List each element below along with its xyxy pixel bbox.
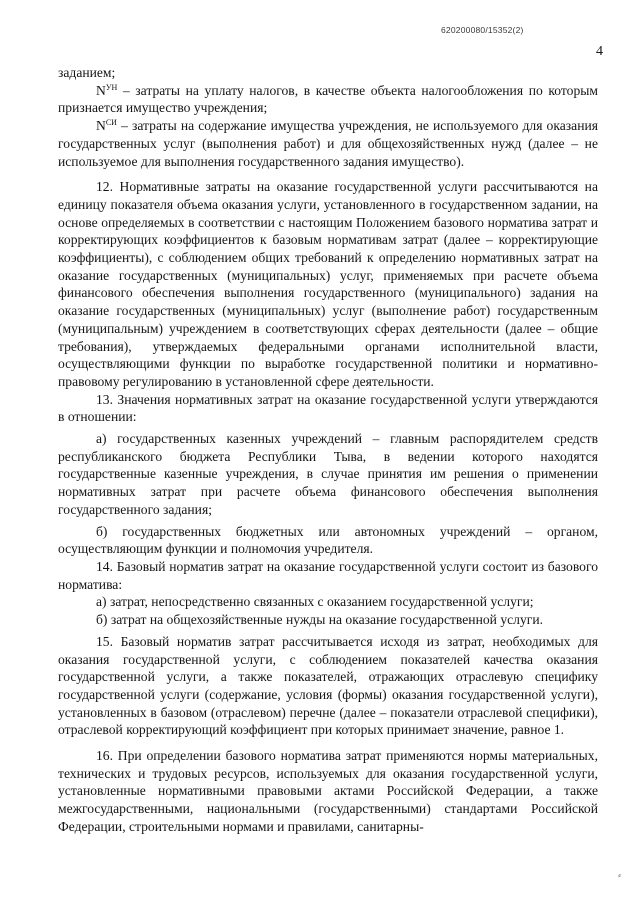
document-id: 620200080/15352(2) — [441, 25, 524, 35]
scan-mark-icon: ⸗ — [618, 870, 621, 880]
paragraph-13-b: б) государственных бюджетных или автономных учреждений – органом, осуществляющим функции и полномочия учредителя. — [58, 523, 598, 557]
paragraph-16: 16. При определении базового норматива затрат применяются нормы материальных, технических и трудовых ресурсов, используемых для оказания государственной услуги, установленные нормативными правовыми актами Российской Федерации, а также межгосударственными, национальными (государственными) стандартами Российской Федерации, строительными нормами и правилами, санитарны- — [58, 748, 598, 834]
paragraph-12: 12. Нормативные затраты на оказание государственной услуги рассчитываются на единицу показателя объема оказания услуги, установленного в государственном задании, на основе определяемых в соответствии с настоящим Положением базового норматива затрат и корректирующих коэффициентов к базовым нормативам затрат (далее – корректирующие коэффициенты), с соблюдением общих требований к определению нормативных затрат на оказание государственных (муниципальных) услуг, применяемых при расчете объема финансового обеспечения выполнения государственного (муниципального) задания на оказание государственных (муниципальных) услуг (выполнение работ) государственным (муниципальным) учреждением в соответствующих сферах деятельности (далее – общие требования), утверждаемых федеральными органами исполнительной власти, осуществляющими функции по выработке государственной политики и нормативно-правовому регулированию в установленной сфере деятельности. — [58, 179, 598, 389]
page-number: 4 — [596, 44, 603, 59]
term-symbol: N — [96, 82, 106, 98]
paragraph-14-a: а) затрат, непосредственно связанных с оказанием государственной услуги; — [96, 594, 534, 610]
formula-term-tax — [58, 82, 598, 117]
paragraph-continuation: заданием; — [58, 65, 116, 80]
paragraph-13: 13. Значения нормативных затрат на оказание государственной услуги утверждаются в отношении: — [58, 391, 598, 425]
paragraph-13-a: а) государственных казенных учреждений – главным распорядителем средств республиканского бюджета Республики Тыва, в ведении которого находятся государственные казенные учреждения, в случае принятия им решения о применении нормативных затрат при расчете объема финансового обеспечения выполнения государственного задания; — [58, 431, 598, 517]
paragraph-15: 15. Базовый норматив затрат рассчитывается исходя из затрат, необходимых для оказания государственной услуги, с соблюдением показателей качества оказания государственной услуги, а также показателей, отражающих отраслевую специфику государственной услуги (содержание, условия (формы) оказания государственной услуги), установленных в базовом (отраслевом) перечне (далее – показатели отраслевой специфики), отраслевой корректирующий коэффициент при которых принимает значение, равное 1. — [58, 633, 598, 738]
term-symbol: N — [96, 118, 106, 134]
formula-term-property — [58, 117, 598, 170]
term-superscript: УН — [105, 82, 118, 92]
term-description: – затраты на уплату налогов, в качестве объекта налогообложения по которым признается имущество учреждения; — [58, 82, 598, 116]
body-text — [58, 64, 598, 836]
paragraph-14: 14. Базовый норматив затрат на оказание государственной услуги состоит из базового норматива: — [58, 558, 598, 592]
term-description: – затраты на содержание имущества учреждения, не используемого для оказания государственных услуг (выполнения работ) и для общехозяйственных нужд (далее – не используемое для выполнения государственного задания имущество). — [58, 118, 598, 169]
term-superscript: СИ — [105, 118, 117, 128]
paragraph-14-b: б) затрат на общехозяйственные нужды на оказание государственной услуги. — [96, 612, 543, 628]
